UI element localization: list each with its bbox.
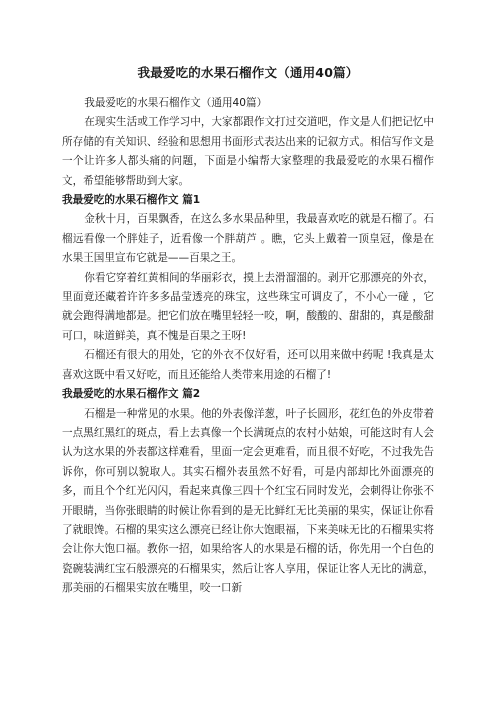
section-1-paragraph-3: 石榴还有很大的用处，它的外衣不仅好看，还可以用来做中药呢 !我真是太喜欢这既中看又好吃，而且还能给人类带来用途的石榴了! [62, 349, 434, 381]
section-2-paragraph-1: 石榴是一种常见的水果。他的外表像洋葱，叶子长圆形，花红色的外皮带着一点黑红黑红的斑点，看上去真像一个长满斑点的农村小姑娘，可能这时有人会认为这水果的外表都这样难看，里面一定会更难看，而且很不好吃，不过我先告诉你，你可别以貌取人。其实石榴外表虽然不好看，可是内部却比外面漂亮的多，而且个个红光闪闪，看起来真像三四十个红宝石同时发光，会刺得让你张不开眼睛，当你张眼睛的时候让你看到的是无比鲜红无比美丽的果实，保证让你看了就眼馋。石榴的果实这么漂亮已经让你大饱眼福，下来美味无比的石榴果实将会让你大饱口福。教你一招，如果给客人的水果是石榴的话，你先用一个白色的瓷碗装满红宝石般漂亮的石榴果实，然后让客人享用，保证让客人无比的满意，那美丽的石榴果实放在嘴里，咬一口新 [62, 407, 434, 595]
intro-paragraph: 在现实生活或工作学习中，大家都跟作文打过交道吧，作文是人们把记忆中所存储的有关知识、经验和思想用书面形式表达出来的记叙方式。相信写作文是一个让许多人都头痛的问题，下面是小编帮大家整理的我最爱吃的水果石榴作文，希望能够帮助到大家。 [62, 116, 434, 187]
section-1-paragraph-1: 金秋十月，百果飘香，在这么多水果品种里，我最喜欢吃的就是石榴了。石榴远看像一个胖娃子，近看像一个胖葫芦 。瞧，它头上戴着一顶皇冠，像是在水果王国里宣布它就是——百果之王。 [62, 213, 434, 265]
section-heading-2: 我最爱吃的水果石榴作文 篇2 [62, 388, 201, 401]
document-title: 我最爱吃的水果石榴作文（通用40篇） [137, 65, 359, 80]
intro-repeat-title: 我最爱吃的水果石榴作文（通用40篇） [84, 97, 268, 109]
section-heading-1: 我最爱吃的水果石榴作文 篇1 [62, 194, 201, 207]
section-1-paragraph-2: 你看它穿着红黄相间的华丽彩衣，摸上去滑溜溜的。剥开它那漂亮的外衣，里面竟还藏着许许多多晶莹透亮的珠宝，这些珠宝可调皮了，不小心一碰 ，它就会跑得满地都是。把它们放在嘴里轻轻一咬，啊，酸酸的、甜甜的，真是酸甜可口，味道鲜美，真不愧是百果之王呀! [62, 271, 434, 342]
